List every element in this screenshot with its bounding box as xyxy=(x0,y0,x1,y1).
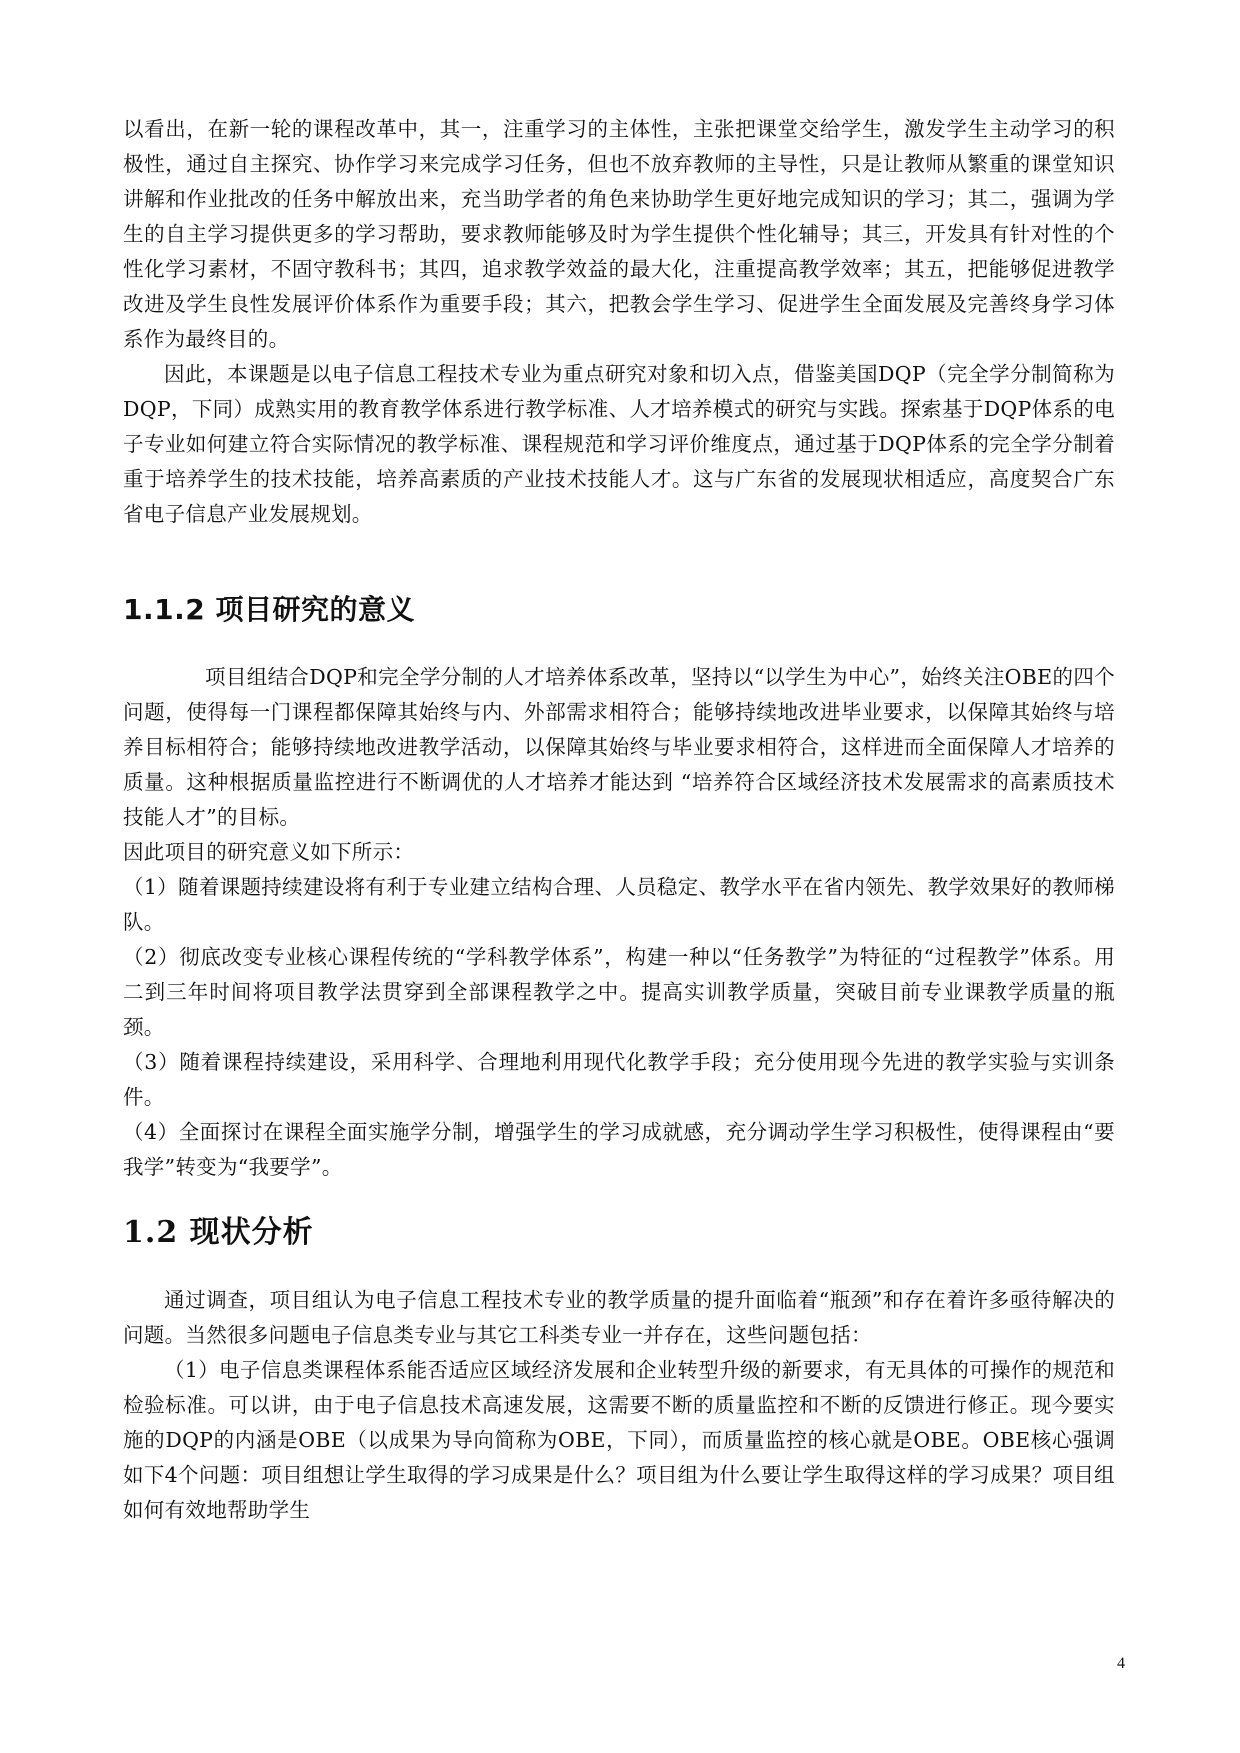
paragraph-significance-intro: 项目组结合DQP和完全学分制的人才培养体系改革，坚持以“以学生为中心”，始终关注OBE的四个问题，使得每一门课程都保障其始终与内、外部需求相符合；能够持续地改进毕业要求，以保障其始终与培养目标相符合；能够持续地改进教学活动，以保障其始终与毕业要求相符合，这样进而全面保障人才培养的质量。这种根据质量监控进行不断调优的人才培养才能达到 “培养符合区域经济技术发展需求的高素质技术技能人才”的目标。 xyxy=(123,665,1115,829)
paragraph-project-scope: 因此，本课题是以电子信息工程技术专业为重点研究对象和切入点，借鉴美国DQP（完全学分制简称为DQP，下同）成熟实用的教育教学体系进行教学标准、人才培养模式的研究与实践。探索基于DQP体系的电子专业如何建立符合实际情况的教学标准、课程规范和学习评价维度点，通过基于DQP体系的完全学分制着重于培养学生的技术技能，培养高素质的产业技术技能人才。这与广东省的发展现状相适应，高度契合广东省电子信息产业发展规划。 xyxy=(123,362,1115,526)
paragraph-significance-lead: 因此项目的研究意义如下所示： xyxy=(123,840,415,864)
paragraph-status-item-1: （1）电子信息类课程体系能否适应区域经济发展和企业转型升级的新要求，有无具体的可操作的规范和检验标准。可以讲，由于电子信息技术高速发展，这需要不断的质量监控和不断的反馈进行修正。现今要实施的DQP的内涵是OBE（以成果为导向简称为OBE，下同），而质量监控的核心就是OBE。OBE核心强调如下4个问题：项目组想让学生取得的学习成果是什么？项目组为什么要让学生取得这样的学习成果？项目组如何有效地帮助学生 xyxy=(123,1358,1115,1522)
paragraph-status-survey: 通过调查，项目组认为电子信息工程技术专业的教学质量的提升面临着“瓶颈”和存在着许多亟待解决的问题。当然很多问题电子信息类专业与其它工科类专业一并存在，这些问题包括： xyxy=(123,1288,1115,1347)
section-heading-1-2: 1.2 现状分析 xyxy=(123,1215,314,1250)
list-item-significance-4: （4）全面探讨在课程全面实施学分制，增强学生的学习成就感，充分调动学生学习积极性，使得课程由“要我学”转变为“我要学”。 xyxy=(123,1120,1115,1179)
page-number: 4 xyxy=(1117,1655,1125,1672)
section-heading-1-1-2: 1.1.2 项目研究的意义 xyxy=(123,593,415,626)
list-item-significance-3: （3）随着课程持续建设，采用科学、合理地利用现代化教学手段；充分使用现今先进的教学实验与实训条件。 xyxy=(123,1050,1115,1109)
document-page xyxy=(123,112,1115,1528)
list-item-significance-2: （2）彻底改变专业核心课程传统的“学科教学体系”，构建一种以“任务教学”为特征的“过程教学”体系。用二到三年时间将项目教学法贯穿到全部课程教学之中。提高实训教学质量，突破目前专业课教学质量的瓶颈。 xyxy=(123,945,1115,1039)
list-item-significance-1: （1）随着课题持续建设将有利于专业建立结构合理、人员稳定、教学水平在省内领先、教学效果好的教师梯队。 xyxy=(123,875,1115,934)
paragraph-reform-goals: 以看出，在新一轮的课程改革中，其一，注重学习的主体性，主张把课堂交给学生，激发学生主动学习的积极性，通过自主探究、协作学习来完成学习任务，但也不放弃教师的主导性，只是让教师从繁重的课堂知识讲解和作业批改的任务中解放出来，充当助学者的角色来协助学生更好地完成知识的学习；其二，强调为学生的自主学习提供更多的学习帮助，要求教师能够及时为学生提供个性化辅导；其三，开发具有针对性的个性化学习素材，不固守教科书；其四，追求教学效益的最大化，注重提高教学效率；其五，把能够促进教学改进及学生良性发展评价体系作为重要手段；其六，把教会学生学习、促进学生全面发展及完善终身学习体系作为最终目的。 xyxy=(123,117,1115,351)
